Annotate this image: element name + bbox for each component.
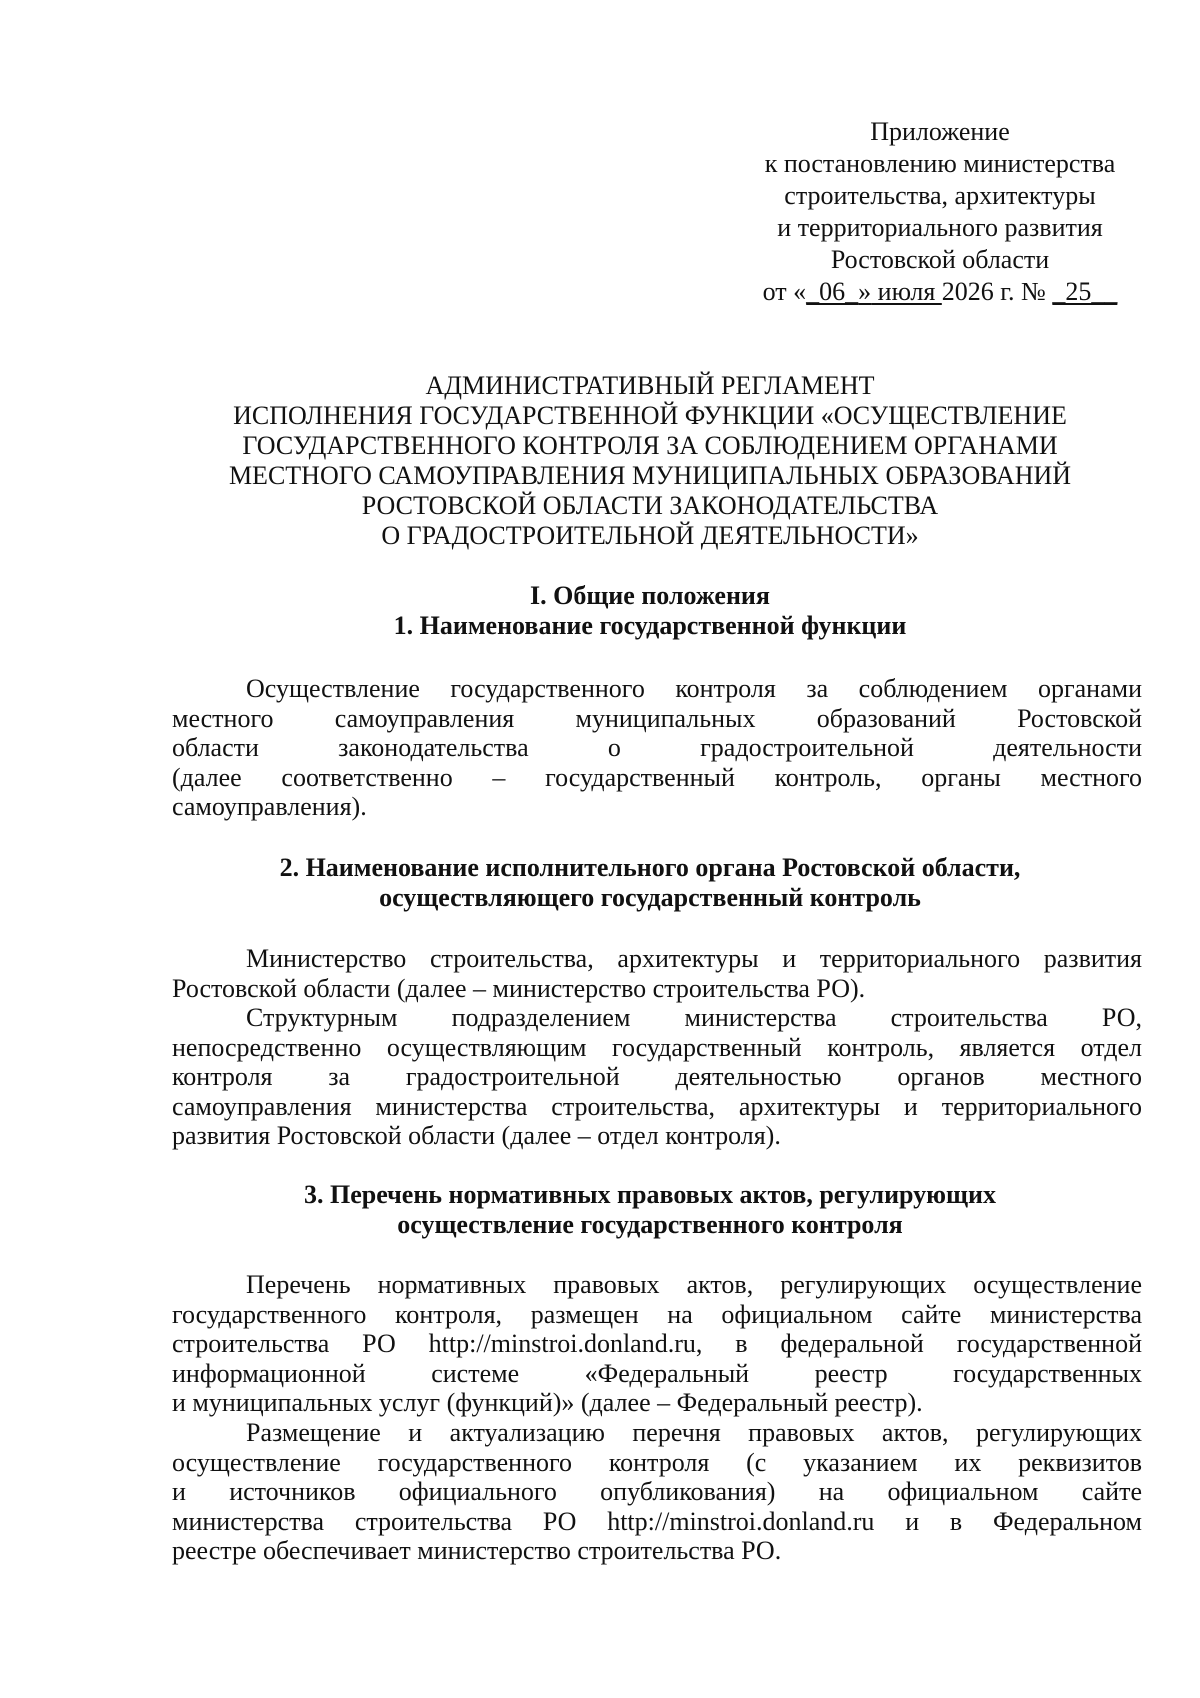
title-line: ИСПОЛНЕНИЯ ГОСУДАРСТВЕННОЙ ФУНКЦИИ «ОСУЩЕСТВЛЕНИЕ [233, 401, 1067, 430]
appendix-date-line [730, 276, 1150, 308]
date-month: июля [871, 277, 942, 306]
appendix-line: к постановлению министерства [764, 149, 1116, 178]
paragraph-line: Размещение и актуализацию перечня правовых актов, регулирующих [246, 1418, 1142, 1447]
paragraph-line: самоуправления). [172, 792, 367, 821]
appendix-block [730, 116, 1150, 308]
heading-line: 3. Перечень нормативных правовых актов, регулирующих [304, 1180, 996, 1209]
paragraph-line: информационной системе «Федеральный реестр государственных [172, 1358, 1142, 1388]
date-prefix: от « [762, 277, 807, 306]
paragraph-line: Структурным подразделением министерства строительства РО, [246, 1003, 1142, 1032]
appendix-line: строительства, архитектуры [784, 181, 1096, 210]
paragraph-line: осуществление государственного контроля (с указанием их реквизитов [172, 1447, 1142, 1477]
heading-line: осуществляющего государственный контроль [379, 883, 921, 912]
paragraph-line: строительства РО http://minstroi.donland.ru, в федеральной государственной [172, 1329, 1142, 1358]
date-year: 2026 г. № [941, 277, 1053, 306]
paragraph-line: самоуправления министерства строительства, архитектуры и территориального [172, 1091, 1142, 1121]
paragraph-line: контроля за градостроительной деятельностью органов местного [172, 1062, 1142, 1091]
paragraph-line: Министерство строительства, архитектуры и территориального развития [246, 944, 1142, 973]
paragraph-line: и муниципальных услуг (функций)» (далее – Федеральный реестр). [172, 1388, 923, 1417]
appendix-line: и территориального развития [777, 213, 1103, 242]
paragraph-line: местного самоуправления муниципальных образований Ростовской [172, 703, 1142, 733]
date-day: _06_ [806, 277, 859, 306]
section-2-paragraph-1 [172, 944, 1142, 1003]
paragraph-line: и источников официального опубликования) на официальном сайте [172, 1477, 1142, 1506]
paragraph-line: Ростовской области (далее – министерство строительства РО). [172, 973, 866, 1003]
paragraph-line: области законодательства о градостроительной деятельности [172, 733, 1142, 762]
date-close-quote: » [858, 277, 872, 306]
title-line: О ГРАДОСТРОИТЕЛЬНОЙ ДЕЯТЕЛЬНОСТИ» [381, 521, 919, 550]
section-1-paragraph-1 [172, 674, 1142, 822]
paragraph-line: государственного контроля, размещен на официальном сайте министерства [172, 1299, 1142, 1329]
paragraph-line: Перечень нормативных правовых актов, регулирующих осуществление [246, 1270, 1142, 1299]
appendix-line: Приложение [870, 117, 1010, 146]
heading-line: I. Общие положения [530, 581, 770, 610]
paragraph-line: развития Ростовской области (далее – отдел контроля). [172, 1121, 781, 1150]
title-line: АДМИНИСТРАТИВНЫЙ РЕГЛАМЕНТ [425, 371, 875, 400]
date-number: _25__ [1052, 277, 1118, 306]
section-3-paragraph-2 [172, 1418, 1142, 1566]
heading-line: 2. Наименование исполнительного органа Ростовской области, [279, 853, 1021, 882]
title-line: ГОСУДАРСТВЕННОГО КОНТРОЛЯ ЗА СОБЛЮДЕНИЕМ ОРГАНАМИ [242, 431, 1058, 460]
section-3-heading [160, 1180, 1140, 1240]
section-1-heading [160, 581, 1140, 641]
paragraph-line: реестре обеспечивает министерство строительства РО. [172, 1536, 782, 1565]
paragraph-line: министерства строительства РО http://minstroi.donland.ru и в Федеральном [172, 1506, 1142, 1536]
section-3-paragraph-1 [172, 1270, 1142, 1418]
paragraph-line: непосредственно осуществляющим государственный контроль, является отдел [172, 1032, 1142, 1062]
section-2-paragraph-2 [172, 1003, 1142, 1151]
appendix-line: Ростовской области [830, 245, 1050, 274]
paragraph-line: (далее соответственно – государственный контроль, органы местного [172, 762, 1142, 792]
paragraph-line: Осуществление государственного контроля за соблюдением органами [246, 674, 1142, 703]
heading-line: 1. Наименование государственной функции [393, 611, 907, 640]
heading-line: осуществление государственного контроля [397, 1210, 903, 1239]
document-title [160, 371, 1140, 551]
title-line: МЕСТНОГО САМОУПРАВЛЕНИЯ МУНИЦИПАЛЬНЫХ ОБРАЗОВАНИЙ [228, 461, 1072, 490]
section-2-heading [160, 853, 1140, 913]
title-line: РОСТОВСКОЙ ОБЛАСТИ ЗАКОНОДАТЕЛЬСТВА [361, 491, 939, 520]
